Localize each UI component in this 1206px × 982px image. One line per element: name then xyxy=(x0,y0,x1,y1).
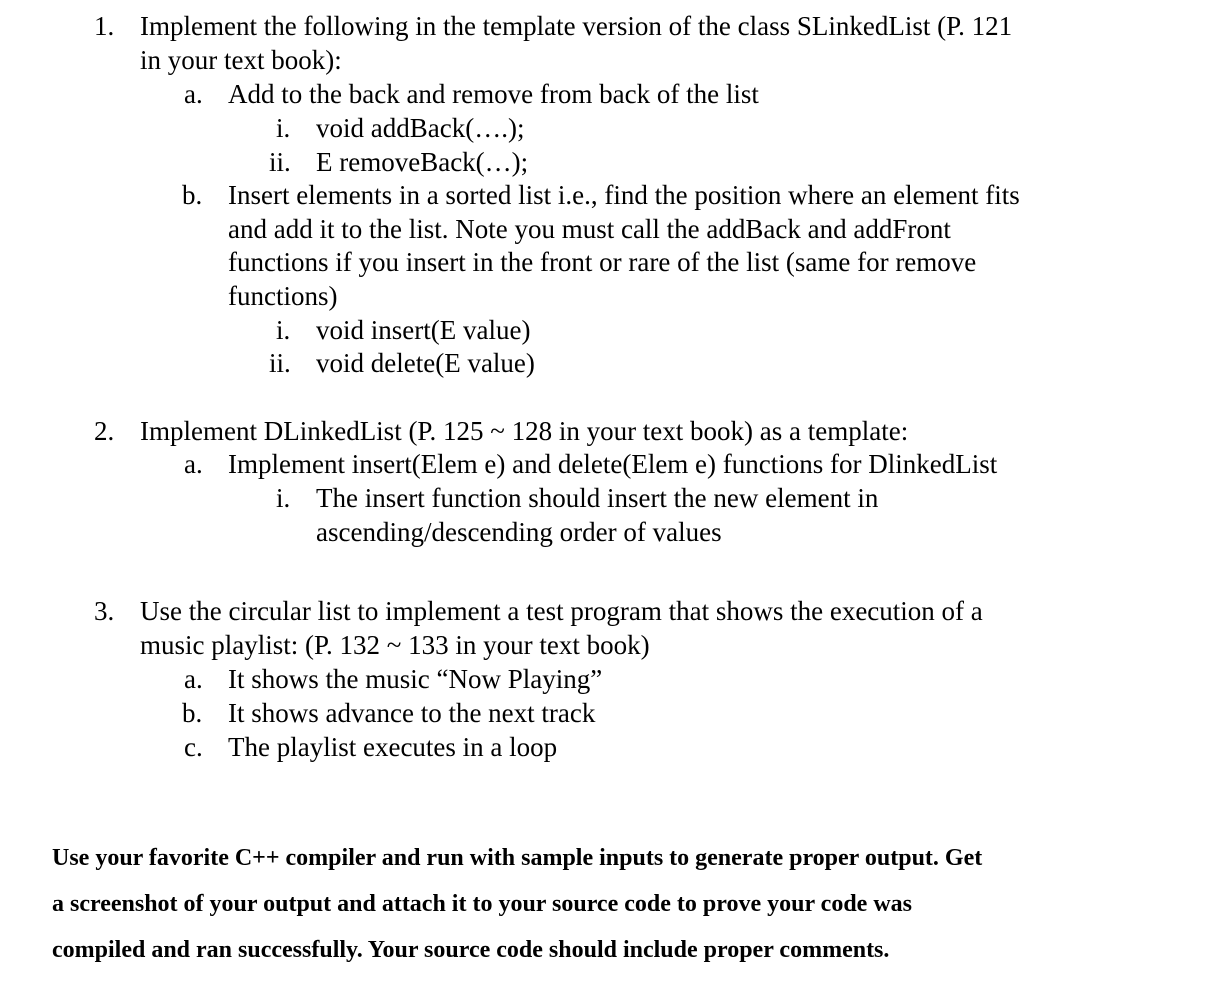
question-3-text-line-1: Use the circular list to implement a test program that shows the execution of a xyxy=(140,596,983,626)
instructions-line-3: compiled and ran successfully. Your source code should include proper comments. xyxy=(52,937,890,963)
question-2a-i-marker: i. xyxy=(276,483,291,513)
question-3-number: 3. xyxy=(94,596,115,626)
question-1b-text-line-2: and add it to the list. Note you must call the addBack and addFront xyxy=(228,214,951,244)
question-1b-i-text: void insert(E value) xyxy=(316,315,531,345)
question-1b-text-line-4: functions) xyxy=(228,281,338,311)
question-3c-text: The playlist executes in a loop xyxy=(228,732,558,762)
question-3a-marker: a. xyxy=(184,664,203,694)
question-1a-text: Add to the back and remove from back of the list xyxy=(228,79,759,109)
question-1b-ii-text: void delete(E value) xyxy=(316,348,535,378)
question-1a-marker: a. xyxy=(184,79,203,109)
question-1a-ii-text: E removeBack(…); xyxy=(316,147,529,177)
question-1b-text-line-1: Insert elements in a sorted list i.e., find the position where an element fits xyxy=(228,180,1020,210)
question-3a-text: It shows the music “Now Playing” xyxy=(228,664,603,694)
question-3b-text: It shows advance to the next track xyxy=(228,698,596,728)
question-1a-ii-marker: ii. xyxy=(269,147,291,177)
question-1b-marker: b. xyxy=(182,180,203,210)
question-1a-i-text: void addBack(….); xyxy=(316,113,525,143)
question-1b-text-line-3: functions if you insert in the front or rare of the list (same for remove xyxy=(228,247,977,277)
question-1a-i-marker: i. xyxy=(276,113,291,143)
instructions-line-1: Use your favorite C++ compiler and run with sample inputs to generate proper output. Get xyxy=(52,845,983,871)
question-1b-i-marker: i. xyxy=(276,315,291,345)
question-2a-i-text-line-1: The insert function should insert the new element in xyxy=(316,483,879,513)
instructions-line-2: a screenshot of your output and attach it to your source code to prove your code was xyxy=(52,891,912,917)
question-1b-ii-marker: ii. xyxy=(269,348,291,378)
question-3-text-line-2: music playlist: (P. 132 ~ 133 in your text book) xyxy=(140,630,650,660)
question-1-text-line-2: in your text book): xyxy=(140,45,342,75)
question-1-number: 1. xyxy=(94,11,115,41)
question-2a-i-text-line-2: ascending/descending order of values xyxy=(316,517,722,547)
question-3b-marker: b. xyxy=(182,698,203,728)
question-2-text: Implement DLinkedList (P. 125 ~ 128 in your text book) as a template: xyxy=(140,416,909,446)
question-2-number: 2. xyxy=(94,416,115,446)
question-2a-text: Implement insert(Elem e) and delete(Elem e) functions for DlinkedList xyxy=(228,449,998,479)
question-1-text-line-1: Implement the following in the template version of the class SLinkedList (P. 121 xyxy=(140,11,1013,41)
question-3c-marker: c. xyxy=(184,732,203,762)
question-2a-marker: a. xyxy=(184,449,203,479)
